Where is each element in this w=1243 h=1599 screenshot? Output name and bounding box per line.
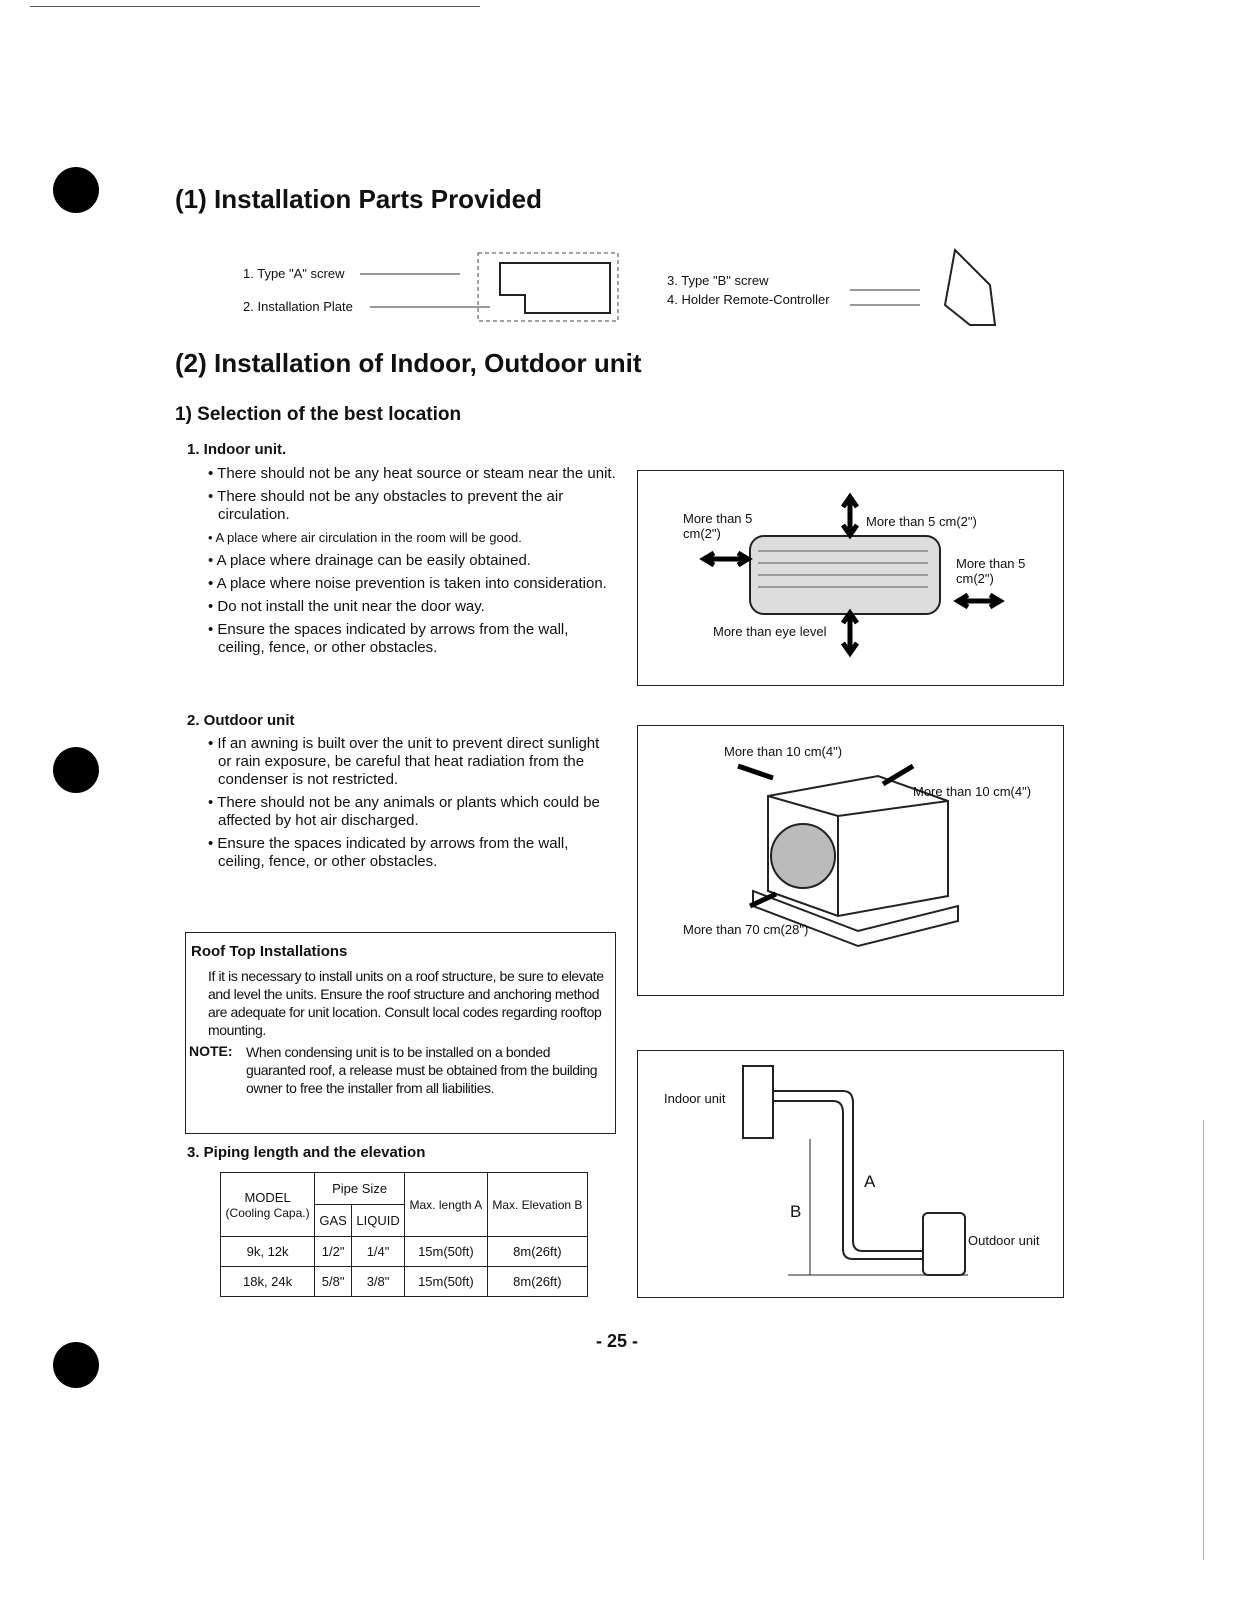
- section-title-parts: (1) Installation Parts Provided: [175, 184, 542, 214]
- cell: 9k, 12k: [221, 1237, 315, 1267]
- piping-drawing: [638, 1051, 1063, 1297]
- header-max-length: Max. length A: [405, 1173, 488, 1237]
- part-label: 4. Holder Remote-Controller: [667, 292, 830, 307]
- header-gas: GAS: [315, 1205, 352, 1237]
- table-row: [221, 1267, 588, 1297]
- cell: 8m(26ft): [487, 1267, 587, 1297]
- rooftop-body: If it is necessary to install units on a roof structure, be sure to elevate and level the units. Ensure the roof structure and anchoring method are adequate for unit location. Consult local codes regarding rooftop mounting.: [208, 968, 604, 1038]
- scan-edge-line: [1203, 1120, 1204, 1560]
- piping-heading: 3. Piping length and the elevation: [187, 1144, 426, 1161]
- outdoor-clearance-diagram: [637, 725, 1064, 996]
- bullet: • A place where noise prevention is taken into consideration.: [205, 575, 617, 593]
- header-pipe-size: Pipe Size: [315, 1173, 405, 1205]
- cell: 1/4": [352, 1237, 405, 1267]
- bullet: • Do not install the unit near the door way.: [205, 598, 617, 616]
- header-max-elevation: Max. Elevation B: [487, 1173, 587, 1237]
- piping-table: [220, 1172, 588, 1297]
- clearance-bottom-label: More than eye level: [713, 624, 827, 639]
- note-label: NOTE:: [189, 1043, 233, 1059]
- binder-hole: [53, 167, 99, 213]
- cell: 5/8": [315, 1267, 352, 1297]
- cell: 15m(50ft): [405, 1267, 488, 1297]
- bullet: • Ensure the spaces indicated by arrows from the wall, ceiling, fence, or other obstacles.: [205, 621, 617, 657]
- indoor-unit-label: Indoor unit: [664, 1091, 726, 1106]
- indoor-heading: 1. Indoor unit.: [187, 441, 287, 458]
- clearance-left-label: More than 5 cm(2"): [683, 511, 753, 541]
- bullet: • A place where drainage can be easily obtained.: [205, 552, 617, 570]
- binder-hole: [53, 1342, 99, 1388]
- bullet: • There should not be any animals or plants which could be affected by hot air discharged.: [205, 794, 600, 830]
- cell: 15m(50ft): [405, 1237, 488, 1267]
- length-a-label: A: [864, 1172, 876, 1191]
- elevation-b-label: B: [790, 1202, 802, 1221]
- cell: 8m(26ft): [487, 1237, 587, 1267]
- subsection-title: 1) Selection of the best location: [175, 404, 462, 425]
- header-model: MODEL (Cooling Capa.): [221, 1173, 315, 1237]
- rooftop-box: [185, 932, 616, 1134]
- header-liquid: LIQUID: [352, 1205, 405, 1237]
- part-label: 3. Type "B" screw: [667, 273, 769, 288]
- scan-edge-line: [30, 6, 480, 7]
- rooftop-title: Roof Top Installations: [191, 943, 348, 960]
- cell: 3/8": [352, 1267, 405, 1297]
- outdoor-heading: 2. Outdoor unit: [187, 712, 295, 729]
- indoor-bullets: [205, 465, 617, 662]
- parts-illustration: [330, 245, 1030, 330]
- bullet: • If an awning is built over the unit to prevent direct sunlight or rain exposure, be careful that heat radiation from the condenser is not restricted.: [205, 735, 600, 789]
- outdoor-unit-label: Outdoor unit: [968, 1233, 1040, 1248]
- section-title-installation: (2) Installation of Indoor, Outdoor unit: [175, 348, 642, 378]
- outdoor-bullets: [205, 735, 600, 876]
- clearance-right-label: More than 5 cm(2"): [956, 556, 1026, 586]
- page-number: - 25 -: [596, 1331, 639, 1351]
- cell: 1/2": [315, 1237, 352, 1267]
- clearance-top-label: More than 5 cm(2"): [866, 514, 977, 529]
- clearance-back-label: More than 10 cm(4"): [724, 744, 843, 759]
- outdoor-unit-drawing: [638, 726, 1063, 995]
- bullet: • Ensure the spaces indicated by arrows from the wall, ceiling, fence, or other obstacles.: [205, 835, 600, 871]
- clearance-front-label: More than 70 cm(28"): [683, 922, 809, 937]
- binder-hole: [53, 747, 99, 793]
- part-label: 1. Type "A" screw: [243, 266, 345, 281]
- bullet: • A place where air circulation in the room will be good.: [205, 529, 617, 547]
- indoor-clearance-diagram: [637, 470, 1064, 686]
- note-text: When condensing unit is to be installed on a bonded guaranted roof, a release must be obtained from the building owner to free the installer from all liabilities.: [246, 1044, 598, 1096]
- table-row: [221, 1237, 588, 1267]
- cell: 18k, 24k: [221, 1267, 315, 1297]
- piping-diagram: [637, 1050, 1064, 1298]
- bullet: • There should not be any obstacles to prevent the air circulation.: [205, 488, 617, 524]
- clearance-side-label: More than 10 cm(4"): [913, 784, 1032, 799]
- part-label: 2. Installation Plate: [243, 299, 353, 314]
- bullet: • There should not be any heat source or steam near the unit.: [205, 465, 617, 483]
